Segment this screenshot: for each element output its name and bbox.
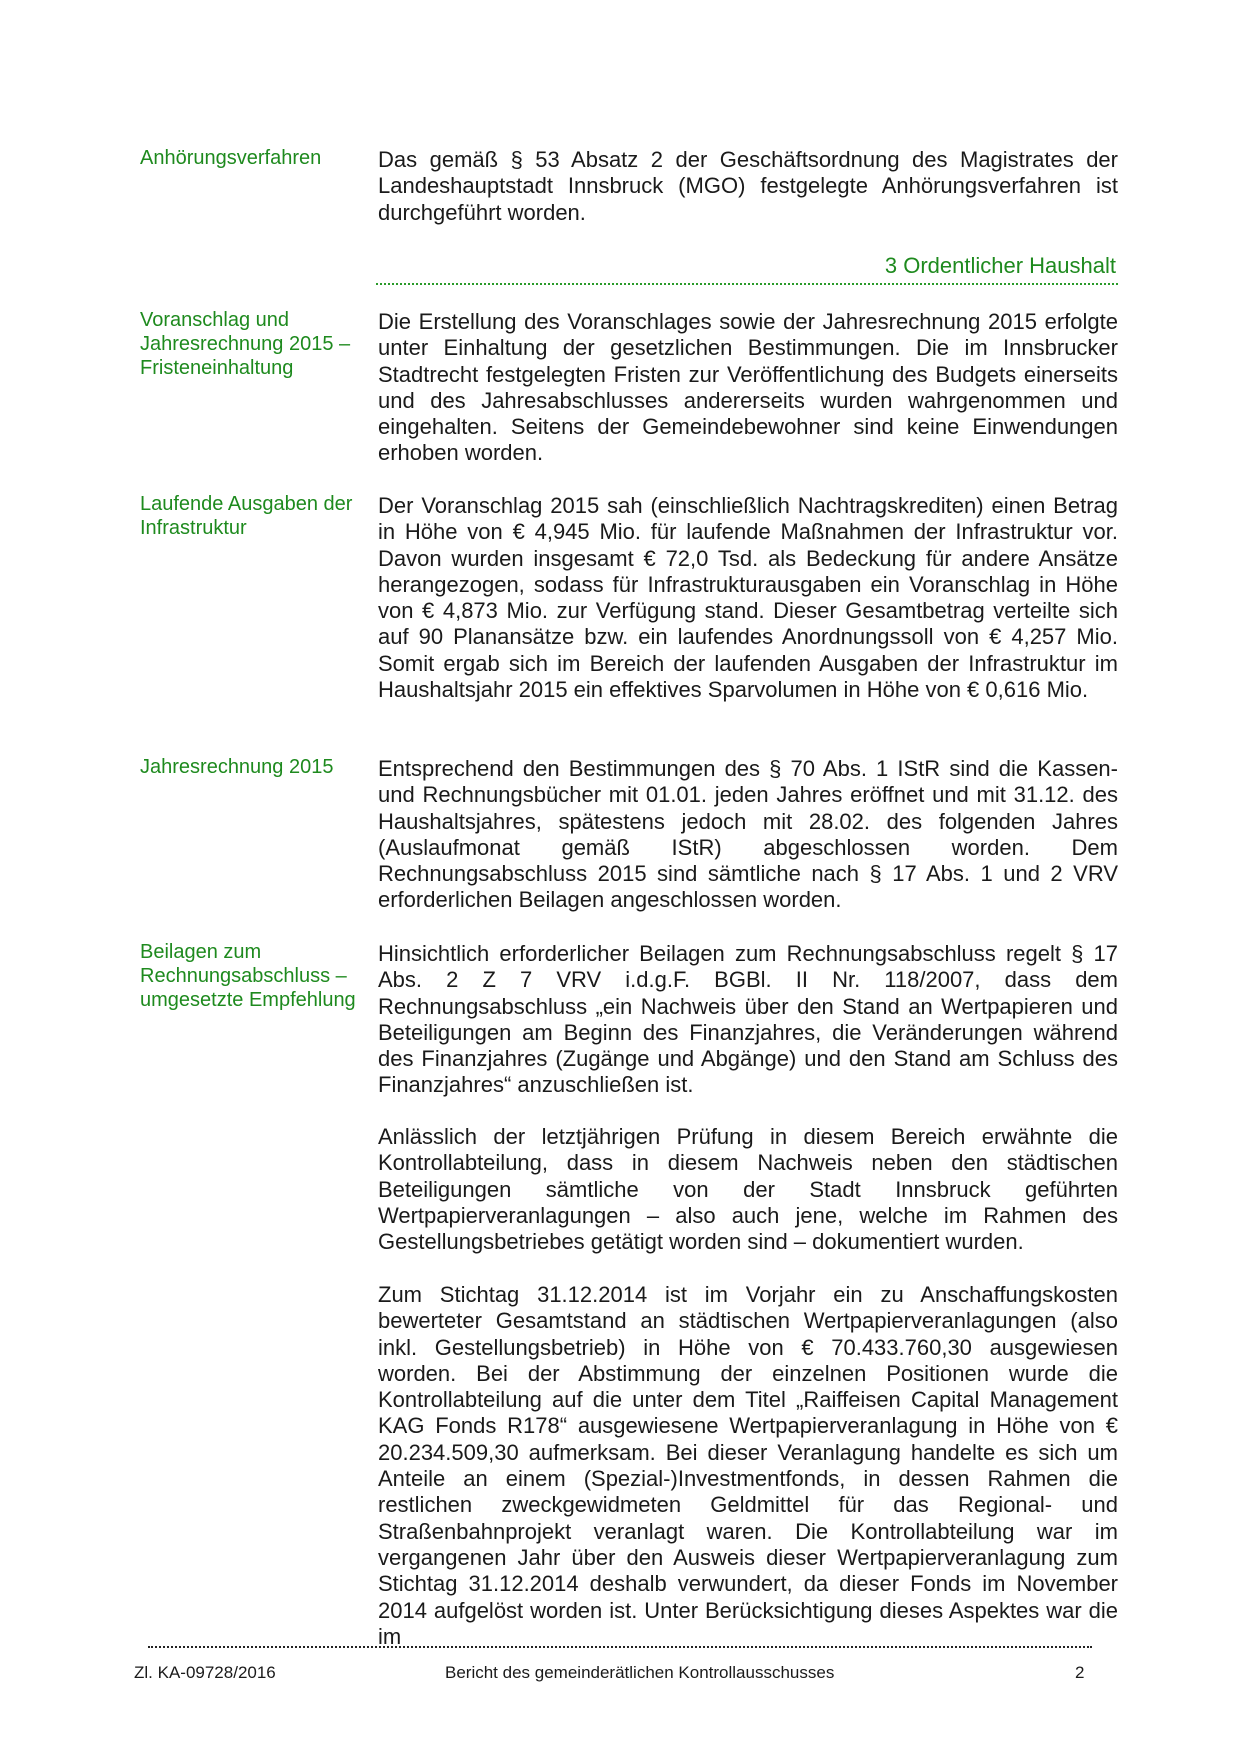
footer-title: Bericht des gemeinderätlichen Kontrollausschusses bbox=[445, 1663, 835, 1682]
margin-label-beilagen: Beilagen zum Rechnungsabschluss – umgesetzte Empfehlung bbox=[140, 941, 356, 1011]
paragraph-text: Das gemäß § 53 Absatz 2 der Geschäftsordnung des Magistrates der Landeshauptstadt Innsbruck (MGO) festgelegte Anhörungsverfahren ist durchgeführt worden. bbox=[378, 147, 1118, 225]
paragraph-text: Hinsichtlich erforderlicher Beilagen zum Rechnungsabschluss regelt § 17 Abs. 2 Z 7 VRV i.d.g.F. BGBl. II Nr. 118/2007, dass dem Rechnungsabschluss „ein Nachweis über den Stand an Wertpapieren und Beteiligungen am Beginn des Finanzjahres, die Veränderungen während des Finanzjahres (Zugänge und Abgänge) und den Stand am Schluss des Finanzjahres“ anzuschließen ist. bbox=[378, 941, 1118, 1098]
paragraph-text: Der Voranschlag 2015 sah (einschließlich Nachtragskrediten) einen Betrag in Höhe von € 4,945 Mio. für laufende Maßnahmen der Infrastruktur vor. Davon wurden insgesamt € 72,0 Tsd. als Bedeckung für andere Ansätze herangezogen, sodass für Infrastrukturausgaben ein Voranschlag in Höhe von € 4,873 Mio. zur Verfügung stand. Dieser Gesamtbetrag verteilte sich auf 90 Planansätze bzw. ein laufendes Anordnungssoll von € 4,257 Mio. Somit ergab sich im Bereich der laufenden Ausgaben der Infrastruktur im Haushaltsjahr 2015 ein effektives Sparvolumen in Höhe von € 0,616 Mio. bbox=[378, 493, 1118, 703]
margin-label-laufende-ausgaben: Laufende Ausgaben der Infrastruktur bbox=[140, 493, 353, 539]
paragraph-beilagen-2 bbox=[378, 1124, 1118, 1255]
paragraph-voranschlag bbox=[378, 309, 1118, 467]
footer-divider bbox=[148, 1646, 1092, 1648]
paragraph-text: Entsprechend den Bestimmungen des § 70 Abs. 1 IStR sind die Kassen- und Rechnungsbücher mit 01.01. jeden Jahres eröffnet und mit 31.12. des Haushaltsjahres, spätestens jedoch mit 28.02. des folgenden Jahres (Auslaufmonat gemäß IStR) abgeschlossen worden. Dem Rechnungsabschluss 2015 sind sämtliche nach § 17 Abs. 1 und 2 VRV erforderlichen Beilagen angeschlossen worden. bbox=[378, 756, 1118, 913]
page-number: 2 bbox=[1075, 1663, 1085, 1682]
section-heading: 3 Ordentlicher Haushalt bbox=[884, 253, 1116, 278]
margin-label-anhoerungsverfahren: Anhörungsverfahren bbox=[140, 147, 322, 169]
margin-label-voranschlag: Voranschlag und Jahresrechnung 2015 – Fristeneinhaltung bbox=[140, 309, 351, 379]
paragraph-text: Die Erstellung des Voranschlages sowie der Jahresrechnung 2015 erfolgte unter Einhaltung der gesetzlichen Bestimmungen. Die im Innsbrucker Stadtrecht festgelegten Fristen zur Veröffentlichung des Budgets einerseits und des Jahresabschlusses andererseits wurden wahrgenommen und eingehalten. Seitens der Gemeindebewohner sind keine Einwendungen erhoben worden. bbox=[378, 309, 1118, 466]
section-divider bbox=[376, 283, 1118, 285]
paragraph-jahresrechnung bbox=[378, 756, 1118, 914]
paragraph-anhoerungsverfahren bbox=[378, 147, 1118, 226]
paragraph-beilagen-1 bbox=[378, 941, 1118, 1099]
paragraph-laufende-ausgaben bbox=[378, 493, 1118, 703]
paragraph-text: Zum Stichtag 31.12.2014 ist im Vorjahr ein zu Anschaffungskosten bewerteter Gesamtstand an städtischen Wertpapierveranlagungen (also inkl. Gestellungsbetrieb) in Höhe von € 70.433.760,30 ausgewiesen worden. Bei der Abstimmung der einzelnen Positionen wurde die Kontrollabteilung auf die unter dem Titel „Raiffeisen Capital Management KAG Fonds R178“ ausgewiesene Wertpapierveranlagung in Höhe von € 20.234.509,30 aufmerksam. Bei dieser Veranlagung handelte es sich um Anteile an einem (Spezial-)Investmentfonds, in dessen Rahmen die restlichen zweckgewidmeten Geldmittel für das Regional- und Straßenbahnprojekt veranlagt waren. Die Kontrollabteilung war im vergangenen Jahr über den Ausweis dieser Wertpapierveranlagung zum Stichtag 31.12.2014 deshalb verwundert, da dieser Fonds im November 2014 aufgelöst worden ist. Unter Berücksichtigung dieses Aspektes war die im bbox=[378, 1282, 1118, 1649]
margin-label-jahresrechnung: Jahresrechnung 2015 bbox=[140, 756, 334, 778]
paragraph-beilagen-3 bbox=[378, 1282, 1118, 1650]
paragraph-text: Anlässlich der letztjährigen Prüfung in diesem Bereich erwähnte die Kontrollabteilung, dass in diesem Nachweis neben den städtischen Beteiligungen sämtliche von der Stadt Innsbruck geführten Wertpapierveranlagungen – also auch jene, welche im Rahmen des Gestellungsbetriebes getätigt worden sind – dokumentiert wurden. bbox=[378, 1124, 1118, 1255]
footer-reference: Zl. KA-09728/2016 bbox=[134, 1663, 276, 1682]
